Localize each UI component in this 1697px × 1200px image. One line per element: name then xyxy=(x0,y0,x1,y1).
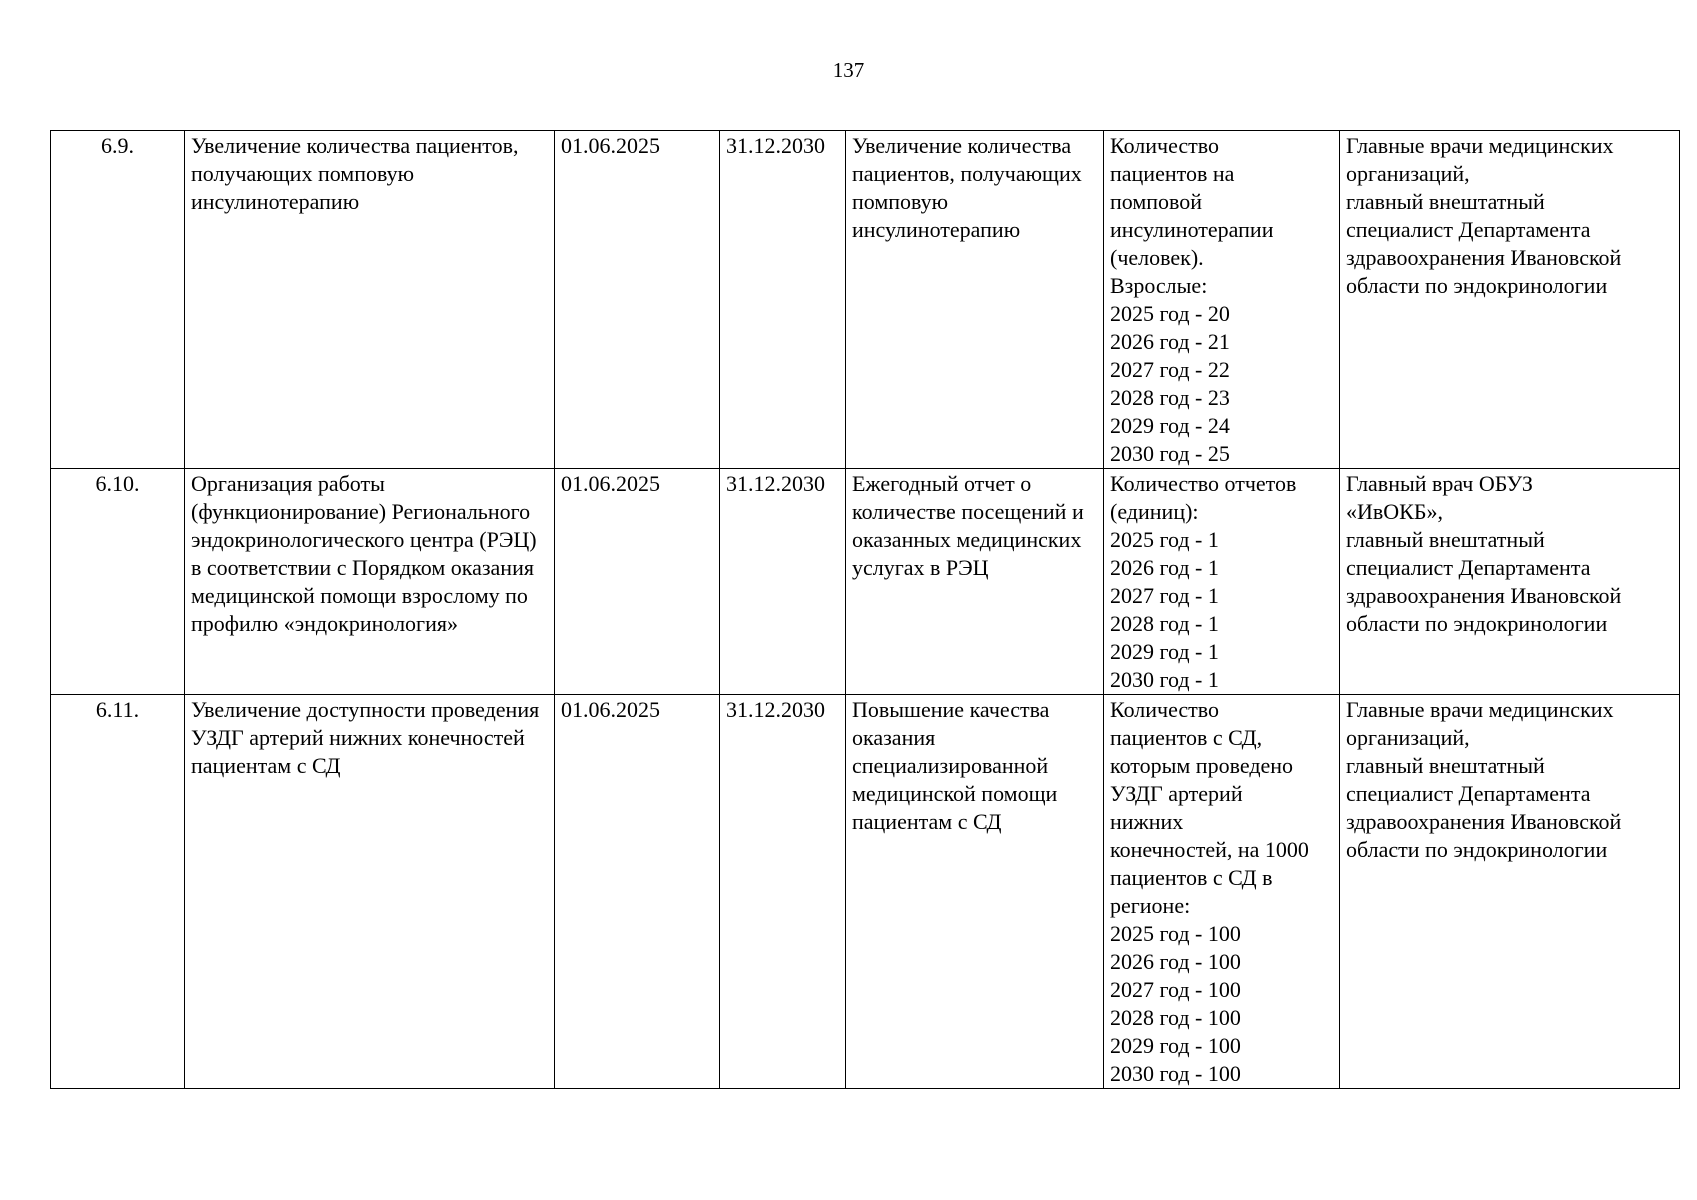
responsible-line: главный внештатный xyxy=(1346,189,1545,214)
start-date-cell: 01.06.2025 xyxy=(555,469,720,695)
indicator-line: 2029 год - 100 xyxy=(1110,1033,1241,1058)
indicator-line: (единиц): xyxy=(1110,499,1199,524)
row-number: 6.10. xyxy=(51,469,185,695)
indicator-line: 2028 год - 23 xyxy=(1110,385,1230,410)
responsible-line: Главные врачи медицинских xyxy=(1346,133,1614,158)
indicator-line: 2030 год - 1 xyxy=(1110,667,1219,692)
page-number: 137 xyxy=(832,58,865,82)
indicator-line: Взрослые: xyxy=(1110,273,1208,298)
indicator-line: 2027 год - 22 xyxy=(1110,357,1230,382)
indicator-cell xyxy=(1104,469,1340,695)
indicator-line: 2030 год - 100 xyxy=(1110,1061,1241,1086)
indicator-line: которым проведено xyxy=(1110,753,1294,778)
activity-table xyxy=(50,130,1680,1089)
table-row xyxy=(51,695,1680,1089)
indicator-line: Количество xyxy=(1110,697,1220,722)
indicator-line: 2028 год - 100 xyxy=(1110,1005,1241,1030)
responsible-line: области по эндокринологии xyxy=(1346,837,1608,862)
responsible-line: области по эндокринологии xyxy=(1346,273,1608,298)
indicator-line: 2026 год - 100 xyxy=(1110,949,1241,974)
responsible-line: Главный врач ОБУЗ xyxy=(1346,471,1533,496)
responsible-line: специалист Департамента xyxy=(1346,555,1591,580)
indicator-line: 2027 год - 100 xyxy=(1110,977,1241,1002)
indicator-line: 2026 год - 1 xyxy=(1110,555,1219,580)
end-date-cell: 31.12.2030 xyxy=(720,695,846,1089)
indicator-cell xyxy=(1104,131,1340,469)
indicator-line: регионе: xyxy=(1110,893,1191,918)
result-cell: Повышение качества оказания специализированной медицинской помощи пациентам с СД xyxy=(846,695,1104,1089)
responsible-line: организаций, xyxy=(1346,161,1470,186)
indicator-line: пациентов на xyxy=(1110,161,1235,186)
responsible-line: специалист Департамента xyxy=(1346,781,1591,806)
indicator-line: 2029 год - 24 xyxy=(1110,413,1230,438)
task-cell: Организация работы (функционирование) Регионального эндокринологического центра (РЭЦ) в соответствии с Порядком оказания медицинской помощи взрослому по профилю «эндокринология» xyxy=(185,469,555,695)
responsible-cell xyxy=(1340,469,1680,695)
responsible-line: здравоохранения Ивановской xyxy=(1346,809,1622,834)
responsible-line: главный внештатный xyxy=(1346,753,1545,778)
indicator-cell xyxy=(1104,695,1340,1089)
indicator-line: Количество отчетов xyxy=(1110,471,1297,496)
indicator-line: нижних xyxy=(1110,809,1184,834)
responsible-line: главный внештатный xyxy=(1346,527,1545,552)
responsible-line: здравоохранения Ивановской xyxy=(1346,245,1622,270)
indicator-line: (человек). xyxy=(1110,245,1204,270)
table-row xyxy=(51,131,1680,469)
indicator-line: инсулинотерапии xyxy=(1110,217,1274,242)
indicator-line: 2027 год - 1 xyxy=(1110,583,1219,608)
responsible-cell xyxy=(1340,695,1680,1089)
task-cell: Увеличение количества пациентов, получающих помповую инсулинотерапию xyxy=(185,131,555,469)
responsible-line: организаций, xyxy=(1346,725,1470,750)
indicator-line: помповой xyxy=(1110,189,1203,214)
responsible-line: здравоохранения Ивановской xyxy=(1346,583,1622,608)
indicator-line: 2030 год - 25 xyxy=(1110,441,1230,466)
row-number: 6.11. xyxy=(51,695,185,1089)
indicator-line: пациентов с СД, xyxy=(1110,725,1263,750)
indicator-line: УЗДГ артерий xyxy=(1110,781,1243,806)
task-cell: Увеличение доступности проведения УЗДГ артерий нижних конечностей пациентам с СД xyxy=(185,695,555,1089)
indicator-line: 2029 год - 1 xyxy=(1110,639,1219,664)
indicator-line: Количество xyxy=(1110,133,1220,158)
indicator-line: 2025 год - 1 xyxy=(1110,527,1219,552)
indicator-line: 2025 год - 20 xyxy=(1110,301,1230,326)
responsible-cell xyxy=(1340,131,1680,469)
responsible-line: Главные врачи медицинских xyxy=(1346,697,1614,722)
indicator-line: 2028 год - 1 xyxy=(1110,611,1219,636)
row-number: 6.9. xyxy=(51,131,185,469)
end-date-cell: 31.12.2030 xyxy=(720,131,846,469)
table-row xyxy=(51,469,1680,695)
indicator-line: 2025 год - 100 xyxy=(1110,921,1241,946)
result-cell: Ежегодный отчет о количестве посещений и оказанных медицинских услугах в РЭЦ xyxy=(846,469,1104,695)
indicator-line: пациентов с СД в xyxy=(1110,865,1273,890)
indicator-line: 2026 год - 21 xyxy=(1110,329,1230,354)
responsible-line: специалист Департамента xyxy=(1346,217,1591,242)
result-cell: Увеличение количества пациентов, получающих помповую инсулинотерапию xyxy=(846,131,1104,469)
responsible-line: области по эндокринологии xyxy=(1346,611,1608,636)
start-date-cell: 01.06.2025 xyxy=(555,131,720,469)
start-date-cell: 01.06.2025 xyxy=(555,695,720,1089)
end-date-cell: 31.12.2030 xyxy=(720,469,846,695)
responsible-line: «ИвОКБ», xyxy=(1346,499,1443,524)
indicator-line: конечностей, на 1000 xyxy=(1110,837,1309,862)
